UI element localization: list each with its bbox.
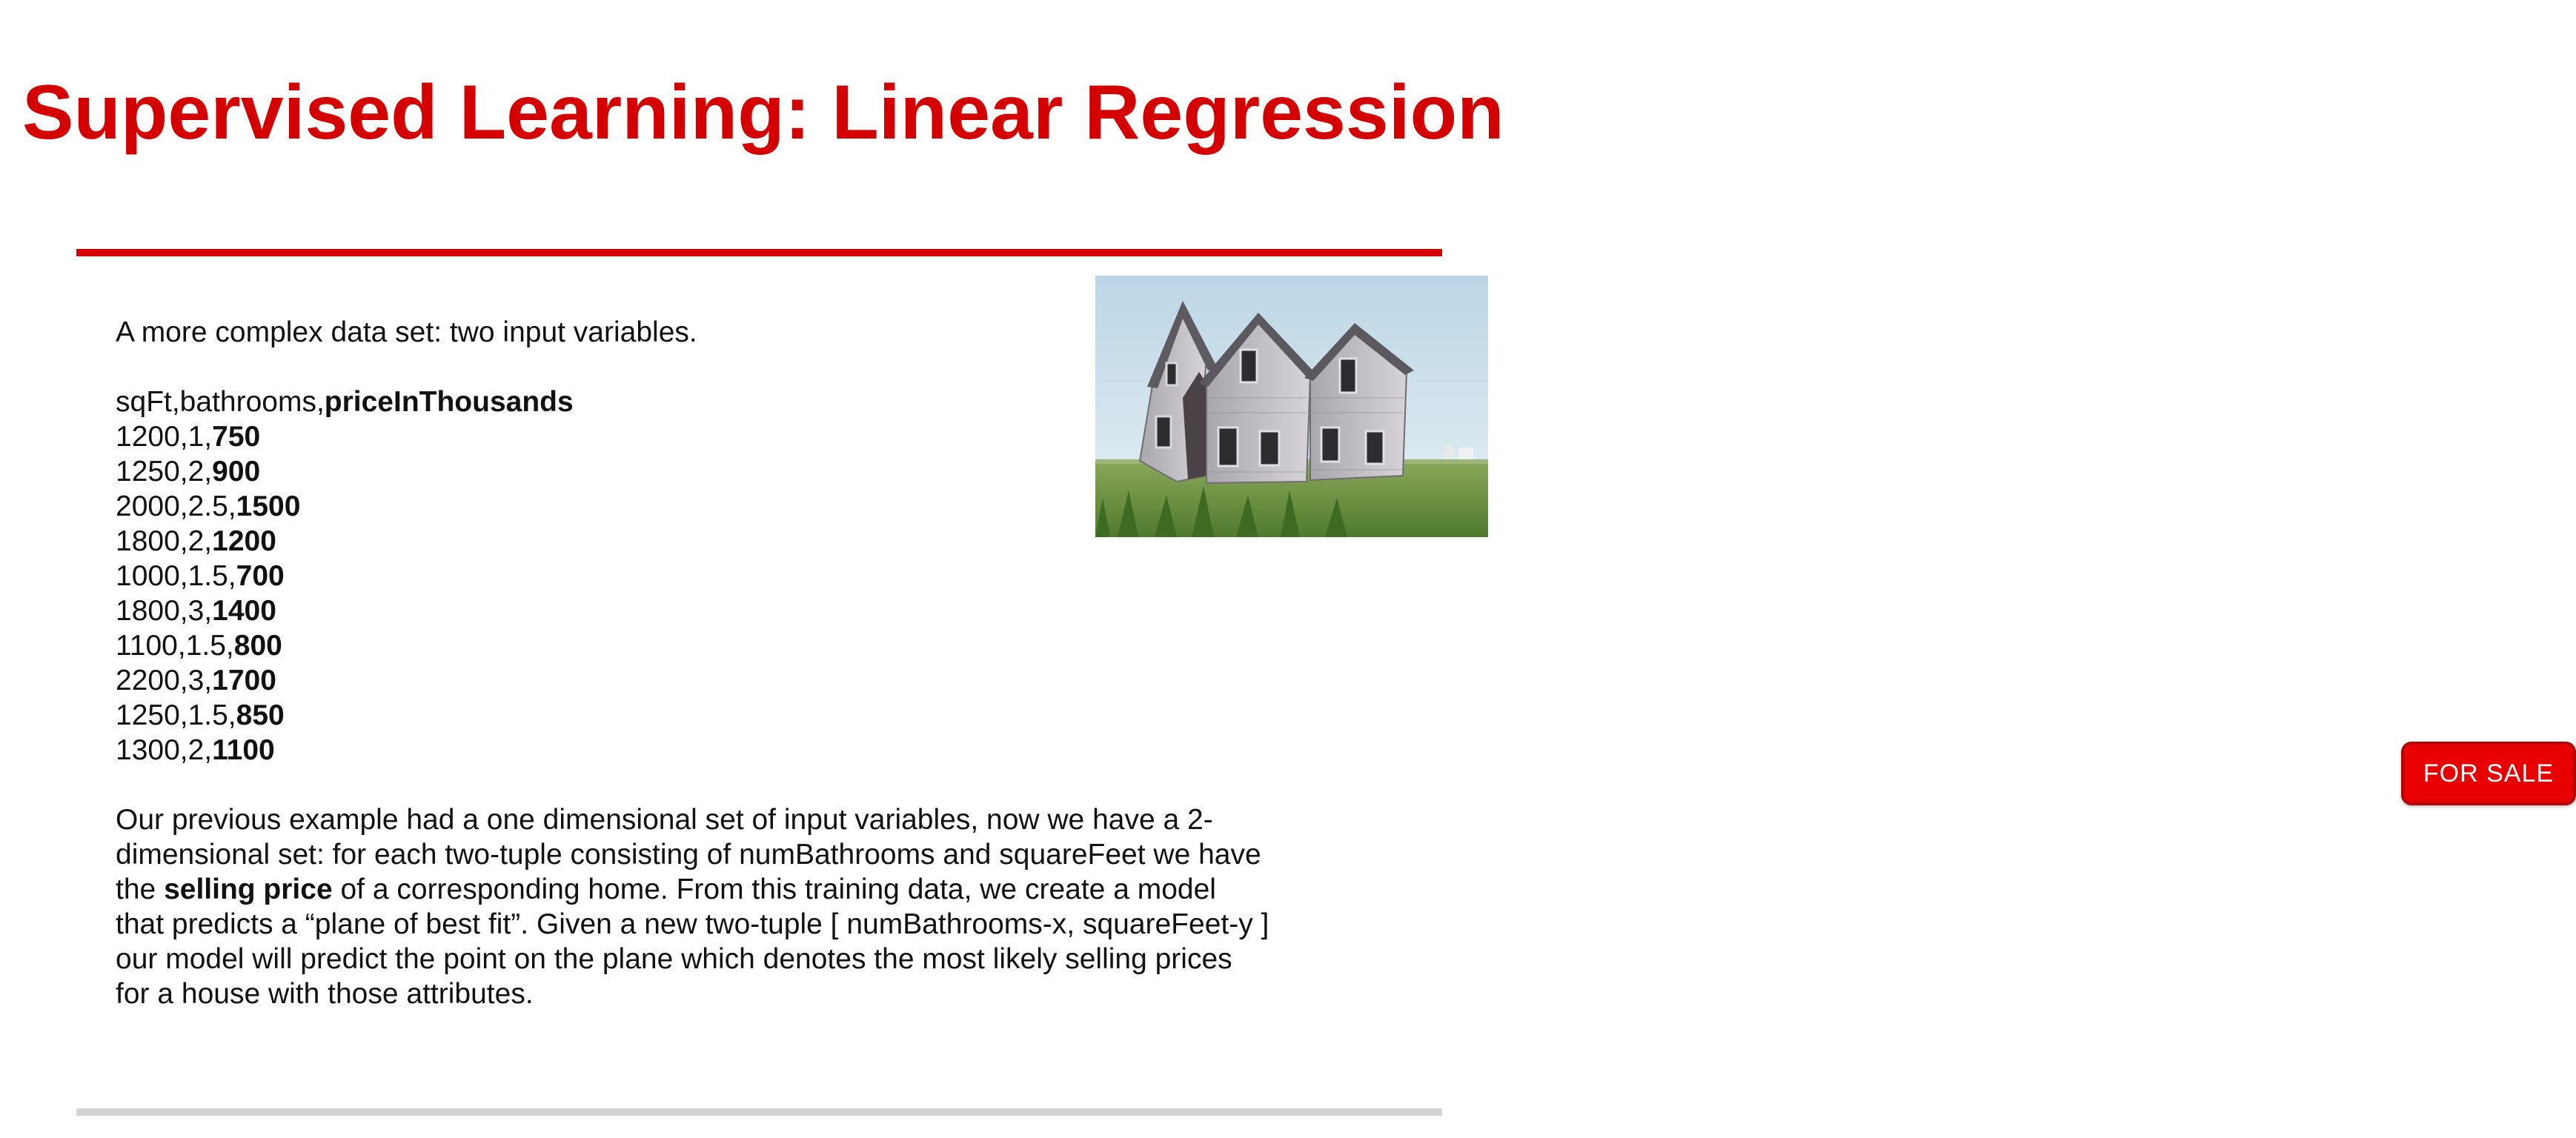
- slide-title: Supervised Learning: Linear Regression: [22, 70, 1504, 156]
- data-header-inputs: sqFt,bathrooms,: [116, 386, 325, 418]
- title-divider: [76, 249, 1442, 256]
- footer-divider: [76, 1108, 1442, 1116]
- data-row: [116, 559, 1272, 593]
- data-row-inputs: 1800,2,: [116, 525, 213, 557]
- for-sale-badge: FOR SALE: [2401, 742, 2576, 805]
- house-photo: [1095, 276, 2555, 788]
- data-row-price: 1500: [236, 490, 301, 522]
- data-row-price: 1400: [212, 595, 276, 627]
- explanation-text-end: of a corresponding home. From this training data, we create a model that predicts a “plane of best fit”. Given a new two-tuple [ numBathrooms-x, squareFeet-y ] our model will predict the point on the plane which denotes the most likely selling prices for a house with those attributes.: [116, 874, 1269, 1010]
- data-row-inputs: 1800,3,: [116, 595, 213, 627]
- dilapidated-house-illustration: [1095, 276, 1488, 537]
- data-row-inputs: 2200,3,: [116, 665, 213, 696]
- explanation-emphasis: selling price: [164, 874, 333, 905]
- explanation-text-start: Our previous example had a one dimensional set of input variables, now we have a 2-dimensional set: for each two-tuple consisting of numBathrooms and squareFeet we have the: [116, 804, 1261, 905]
- data-row: [116, 663, 1272, 698]
- data-row-price: 700: [236, 560, 285, 592]
- data-row-inputs: 1000,1.5,: [116, 560, 236, 592]
- data-row-price: 750: [212, 421, 261, 453]
- data-row: [116, 733, 1272, 768]
- data-row: [116, 698, 1272, 733]
- intro-text: A more complex data set: two input variables.: [116, 316, 697, 348]
- explanation-paragraph: [116, 802, 1272, 1011]
- data-row: [116, 593, 1272, 628]
- data-row-price: 850: [236, 699, 285, 731]
- data-row-price: 1700: [212, 665, 276, 696]
- data-row-price: 1200: [212, 525, 276, 557]
- data-row-price: 1100: [212, 734, 275, 766]
- data-header-target: priceInThousands: [324, 386, 574, 418]
- data-row-inputs: 1100,1.5,: [116, 630, 234, 662]
- data-row-inputs: 1250,2,: [116, 456, 213, 488]
- data-row-inputs: 1300,2,: [116, 734, 213, 766]
- data-row-inputs: 2000,2.5,: [116, 490, 236, 522]
- data-row: [116, 628, 1272, 663]
- data-row-inputs: 1250,1.5,: [116, 699, 236, 731]
- data-row-price: 800: [233, 630, 282, 662]
- data-row-price: 900: [212, 456, 261, 488]
- data-row-inputs: 1200,1,: [116, 421, 213, 453]
